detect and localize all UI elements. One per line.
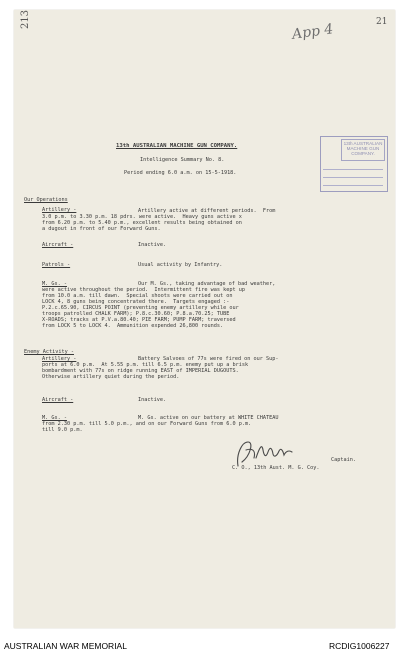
stamp-line: 13th AUSTRALIAN xyxy=(343,141,383,146)
footer-archive-name: AUSTRALIAN WAR MEMORIAL xyxy=(4,641,127,651)
unit-title: 13th AUSTRALIAN MACHINE GUN COMPANY. xyxy=(116,143,238,149)
paragraph-line: LOCK 4, 8 guns being concentrated there. Targets engaged :- xyxy=(42,299,230,305)
paragraph-line: from 2.30 p.m. till 5.0 p.m., and on our Forward Guns from 6.0 p.m. xyxy=(42,421,252,427)
paragraph-line: from LOCK 5 to LOCK 4. Ammunition expended 26,800 rounds. xyxy=(42,323,224,329)
section-heading-operations: Our Operations xyxy=(24,197,68,203)
paragraph-line: 3.0 p.m. to 3.30 p.m. 18 pdrs. were active. Heavy guns active x xyxy=(42,214,242,220)
paragraph-line: Our M. Gs., taking advantage of bad weather, xyxy=(138,281,276,287)
period-line: Period ending 6.0 a.m. on 15-5-1918. xyxy=(124,170,237,176)
folio-number-right: 21 xyxy=(376,17,388,27)
paragraph-line: X-ROADS; tracks at P.V.a.80.40; PIE FARM; PUMP FARM; traversed xyxy=(42,317,236,323)
stamp-line: COMPANY. xyxy=(351,151,375,157)
signatory-unit: C. O., 13th Aust. M. G. Coy. xyxy=(232,465,320,471)
subheading-patrols: Patrols - xyxy=(42,262,71,268)
subheading-machine-guns: M. Gs. - xyxy=(42,281,67,287)
paragraph-line: troops patrolled CHALK FARM); P.8.c.30.60; P.8.a.70.25; TUBE xyxy=(42,311,230,317)
summary-title: Intelligence Summary No. 8. xyxy=(140,157,225,163)
paragraph-line: P.2.c.65.90, CIRCUS POINT (preventing enemy artillery while our xyxy=(42,305,239,311)
patrols-status: Usual activity by Infantry. xyxy=(138,262,223,268)
subheading-artillery: Artillery - xyxy=(42,356,77,362)
subheading-aircraft: Aircraft - xyxy=(42,397,74,403)
paragraph-line: a dugout in front of our Forward Guns. xyxy=(42,226,161,232)
paragraph-line: till 9.0 p.m. xyxy=(42,427,83,433)
signatory-rank: Captain. xyxy=(331,457,356,463)
paragraph-line: M. Gs. active on our battery at WHITE CHATEAU xyxy=(138,415,279,421)
subheading-machine-guns: M. Gs. - xyxy=(42,415,67,421)
paragraph-line: bombardment with 77s on ridge running EAST of IMPERIAL DUGOUTS. xyxy=(42,368,239,374)
paragraph-line: from 6.20 p.m. to 5.40 p.m., excellent results being obtained on xyxy=(42,220,242,226)
paragraph-line: Battery Salvoes of 77s were fired on our Sup- xyxy=(138,356,279,362)
paragraph-line: were active throughout the period. Intermittent fire was kept up xyxy=(42,287,246,293)
aircraft-status: Inactive. xyxy=(138,242,167,248)
paragraph-line: from 10.0 a.m. till dawn. Special shoots were carried out on xyxy=(42,293,233,299)
section-heading-enemy-activity: Enemy Activity - xyxy=(24,349,74,355)
unit-stamp xyxy=(320,136,388,192)
paragraph-line: Artillery active at different periods. From xyxy=(138,208,276,214)
footer-reference-id: RCDIG1006227 xyxy=(329,641,390,651)
aircraft-status: Inactive. xyxy=(138,397,167,403)
subheading-aircraft: Aircraft - xyxy=(42,242,74,248)
subheading-artillery: Artillery - xyxy=(42,207,77,213)
handwritten-appendix-note: App 4 xyxy=(291,21,335,43)
stamp-line: MACHINE GUN xyxy=(346,146,380,152)
paragraph-line: Otherwise artillery quiet during the period. xyxy=(42,374,180,380)
paragraph-line: ports at 6.0 p.m. At 5.55 p.m. till 6.5 p.m. enemy put up a brisk xyxy=(42,362,249,368)
folio-number-left: 213 xyxy=(20,9,32,30)
